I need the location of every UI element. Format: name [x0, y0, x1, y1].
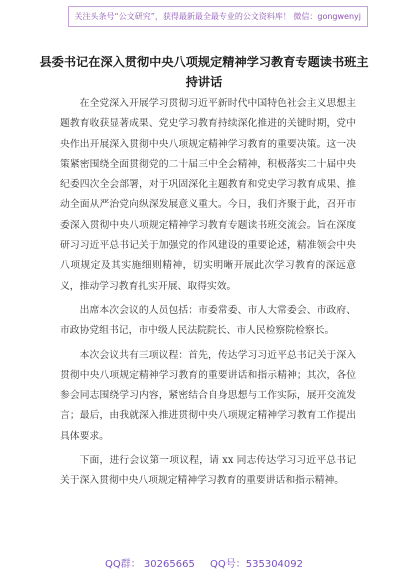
- document-title: 县委书记在深入贯彻中央八项规定精神学习教育专题读书班主持讲话: [39, 55, 369, 89]
- qq-group-text: QQ群： 30265665: [104, 559, 195, 570]
- paragraph-attendees: 出席本次会议的人员包括：市委常委、市人大常委会、市政府、市政协党组书记，市中级人民法院院长、市人民检察院检察长。: [60, 304, 356, 337]
- paragraph-agenda: 本次会议共有三项议程：首先，传达学习习近平总书记关于深入贯彻中央八项规定精神学习教育的重要讲话和指示精神；其次，各位参会同志围绕学习内容，紧密结合自身思想与工作实际，展开交流发言；最后，由我就深入推进贯彻中央八项规定精神学习教育工作提出具体要求。: [60, 349, 356, 442]
- promo-banner: 关注头条号“公文研究”，获得最新最全最专业的公文资料库！ 微信：gongwenyj: [68, 6, 368, 27]
- qq-number-text: QQ号：535304092: [210, 559, 304, 570]
- paragraph-intro: 在全党深入开展学习贯彻习近平新时代中国特色社会主义思想主题教育收获显著成果、党史学习教育持续深化推进的关键时期，党中央作出开展深入贯彻中央八项规定精神学习教育的重要决策。这一决策紧密围绕全面贯彻党的二十届三中全会精神，积极落实二十届中央纪委四次全会部署，对于巩固深化主题教育和党史学习教育成果、推动全面从严治党向纵深发展意义重大。今日，我们齐聚于此，召开市委深入贯彻中央八项规定精神学习教育专题读书班交流会。旨在深度研习习近平总书记关于加强党的作风建设的重要论述，精准领会中央八项规定及其实施细则精神，切实明晰开展此次学习教育的深远意义，推动学习教育扎实开展、取得实效。: [60, 98, 356, 292]
- footer-contact: [0, 555, 408, 570]
- document-body: [60, 94, 356, 496]
- paragraph-first-item: 下面，进行会议第一项议程，请 xx 同志传达学习习近平总书记关于深入贯彻中央八项规定精神学习教育的重要讲话和指示精神。: [60, 455, 356, 487]
